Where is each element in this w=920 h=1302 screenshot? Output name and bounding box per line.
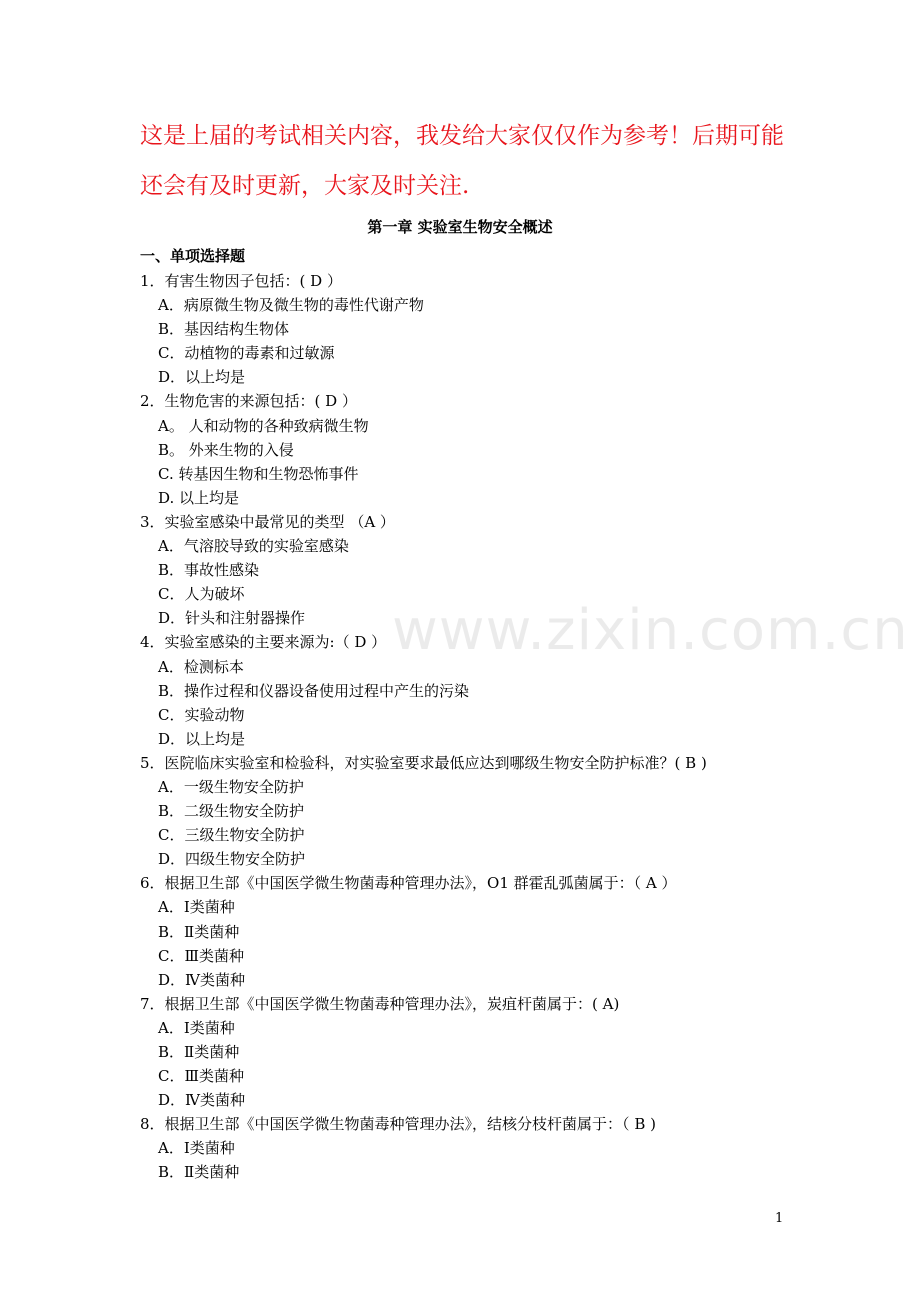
question-8: 8．根据卫生部《中国医学微生物菌毒种管理办法》，结核分枝杆菌属于：（ B ) bbox=[140, 1115, 656, 1134]
notice-line-2: 还会有及时更新，大家及时关注. bbox=[140, 173, 470, 199]
question-8-option-a: A．Ⅰ类菌种 bbox=[158, 1139, 235, 1158]
question-2-option-a: A。 人和动物的各种致病微生物 bbox=[158, 416, 369, 435]
question-7-option-d: D．Ⅳ类菌种 bbox=[158, 1091, 246, 1110]
question-4-option-b: B．操作过程和仪器设备使用过程中产生的污染 bbox=[158, 681, 470, 700]
chapter-title: 第一章 实验室生物安全概述 bbox=[367, 218, 553, 236]
question-7-option-b: B．Ⅱ类菌种 bbox=[158, 1043, 240, 1061]
question-7-option-c: C．Ⅲ类菌种 bbox=[158, 1067, 244, 1086]
question-2-option-b: B。 外来生物的入侵 bbox=[158, 440, 294, 459]
question-1-option-b: B．基因结构生物体 bbox=[158, 320, 290, 339]
question-3-option-d: D．针头和注射器操作 bbox=[158, 609, 306, 628]
question-1-option-c: C．动植物的毒素和过敏源 bbox=[158, 344, 335, 363]
notice-line-1: 这是上届的考试相关内容，我发给大家仅仅作为参考！后期可能 bbox=[140, 123, 784, 149]
question-3-option-b: B．事故性感染 bbox=[158, 561, 260, 580]
question-7-option-a: A．Ⅰ类菌种 bbox=[158, 1018, 235, 1037]
question-5-option-d: D．四级生物安全防护 bbox=[158, 850, 306, 869]
page-number: 1 bbox=[775, 1211, 784, 1226]
question-3: 3．实验室感染中最常见的类型 （A ） bbox=[140, 512, 395, 531]
question-3-option-a: A．气溶胶导致的实验室感染 bbox=[158, 537, 349, 556]
question-6-option-c: C．Ⅲ类菌种 bbox=[158, 946, 244, 965]
question-5: 5．医院临床实验室和检验科，对实验室要求最低应达到哪级生物安全防护标准？( B ) bbox=[140, 753, 707, 772]
question-2-option-d: D. 以上均是 bbox=[158, 488, 240, 507]
watermark: www.zixin.com.cn bbox=[392, 598, 909, 663]
question-2-option-c: C. 转基因生物和生物恐怖事件 bbox=[158, 464, 359, 483]
question-1: 1．有害生物因子包括：( D ） bbox=[140, 272, 342, 290]
question-8-option-b: B．Ⅱ类菌种 bbox=[158, 1163, 240, 1182]
question-4-option-c: C．实验动物 bbox=[158, 705, 245, 724]
question-4-option-a: A．检测标本 bbox=[158, 657, 244, 676]
question-6: 6．根据卫生部《中国医学微生物菌毒种管理办法》，O1 群霍乱弧菌属于：（ A ） bbox=[140, 874, 677, 893]
section-title: 一、单项选择题 bbox=[140, 247, 246, 265]
question-5-option-a: A．一级生物安全防护 bbox=[158, 777, 304, 796]
question-3-option-c: C．人为破坏 bbox=[158, 585, 245, 604]
question-6-option-b: B．Ⅱ类菌种 bbox=[158, 922, 240, 941]
question-6-option-a: A．Ⅰ类菌种 bbox=[158, 898, 235, 917]
question-6-option-d: D．Ⅳ类菌种 bbox=[158, 970, 246, 989]
question-4-option-d: D．以上均是 bbox=[158, 729, 246, 748]
question-1-option-a: A．病原微生物及微生物的毒性代谢产物 bbox=[158, 296, 424, 315]
question-4: 4．实验室感染的主要来源为:（ D ） bbox=[140, 633, 387, 652]
question-2: 2．生物危害的来源包括：( D ） bbox=[140, 392, 357, 411]
question-5-option-b: B．二级生物安全防护 bbox=[158, 802, 305, 821]
question-7: 7．根据卫生部《中国医学微生物菌毒种管理办法》，炭疽杆菌属于：( A) bbox=[140, 994, 620, 1013]
question-1-option-d: D．以上均是 bbox=[158, 368, 246, 387]
question-list bbox=[140, 269, 820, 1185]
question-5-option-c: C．三级生物安全防护 bbox=[158, 826, 305, 845]
